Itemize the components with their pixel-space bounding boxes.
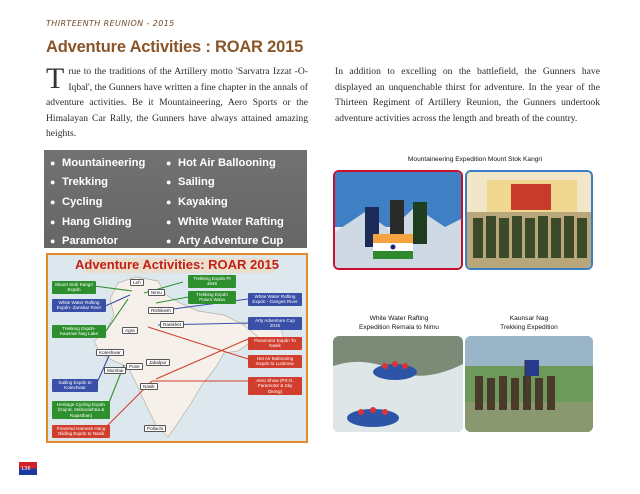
bullet-icon: ● [166, 216, 172, 227]
page-number: 136 [21, 466, 31, 472]
map-label-paramotor: Paramotor Expdn To Nasik [248, 337, 302, 350]
map-title: Adventure Activities: ROAR 2015 [75, 257, 279, 272]
activity-item: ● Cycling [50, 195, 103, 208]
photo-mountaineering-summit [333, 170, 463, 270]
photo-group-expedition [465, 170, 593, 270]
city-koteshwar: Koteshwar [96, 349, 124, 356]
map-label-trek-kausar: Trekking Expdn- Kausnar Nag Lake [52, 325, 106, 338]
bullet-icon: ● [166, 177, 172, 188]
activity-item: ● Hang Gliding [50, 215, 132, 228]
photo-white-water-rafting [333, 336, 463, 432]
map-label-rafting-ganges: White Water Rafting Expdn - Ganges River [248, 293, 302, 306]
activities-column-right [166, 153, 284, 251]
city-pollachi: Pollachi [144, 425, 166, 432]
photo-kaunsar-nag-trek [465, 336, 593, 432]
city-ranikhet: Ranikhet [160, 321, 184, 328]
city-leh: Leh [130, 279, 144, 286]
activity-item: ● Sailing [166, 176, 215, 189]
map-label-rafting-zanskar: White Water Rafting Expdn- Zanskar River [52, 299, 106, 312]
activity-item: ● Arty Adventure Cup [166, 235, 284, 248]
city-nimu: Nimu [148, 289, 165, 296]
bullet-icon: ● [50, 236, 56, 247]
intro-paragraph-left [46, 64, 308, 142]
bullet-icon: ● [50, 196, 56, 207]
activity-item: ● Kayaking [166, 195, 228, 208]
bullet-icon: ● [50, 177, 56, 188]
activity-item: ● Paramotor [50, 235, 118, 248]
rafting-image [333, 336, 463, 432]
bullet-icon: ● [50, 157, 56, 168]
bullet-icon: ● [50, 216, 56, 227]
group-photo-image [467, 172, 593, 270]
city-jabalpur: Jabalpur [146, 359, 170, 366]
map-label-trek-pt: Trekking Expdn Pt 4846 [188, 275, 236, 288]
mountaineers-image [335, 172, 463, 270]
activity-item: ● Mountaineering [50, 156, 146, 169]
city-rishikesh: Rishikesh [148, 307, 174, 314]
map-label-balloon: Hot Air Ballooning Expdn to Lucknow [248, 355, 302, 368]
map-label-arty-cup: Arty Adventure Cup 2015 [248, 317, 302, 330]
city-mumbai: Mumbai [104, 367, 126, 374]
dropcap-letter: T [46, 62, 65, 95]
map-label-hang-gliding: Powered Harness Hang Gliding Expdn to Nasik [52, 425, 110, 438]
caption-kaunsar-nag: Kaunsar Nag Trekking Expedition [500, 315, 558, 331]
activity-item: ● Hot Air Ballooning [166, 156, 276, 169]
adventure-map [46, 253, 308, 443]
article-title: Adventure Activities : ROAR 2015 [46, 38, 304, 56]
activity-item: ● Trekking [50, 176, 109, 189]
city-pune: Pune [126, 363, 143, 370]
map-label-aero: Aero Show (Prt-G, Paramotor & Sky Diving) [248, 377, 302, 395]
city-nasik: Nasik [140, 383, 158, 390]
caption-stok-kangri: Mountaineering Expedition Mount Stok Kangri [407, 156, 543, 163]
bullet-icon: ● [166, 157, 172, 168]
city-agra: Agra [122, 327, 138, 334]
activity-item: ● White Water Rafting [166, 215, 284, 228]
map-label-stok: Mount Stok Kangri Expdn [52, 281, 96, 294]
map-label-sailing: Sailing Expdn to Kotechwar [52, 379, 98, 392]
map-label-cycling: Heritage Cycling Expdn (Gujrat, Maharashtra & Rajasthan) [52, 401, 110, 419]
running-header: THIRTEENTH REUNION - 2015 [46, 19, 175, 28]
left-paragraph-text: rue to the traditions of the Artillery motto 'Sarvatra Izzat -O-Iqbal', the Gunners have written a fine chapter in the annals of adventure activities. Be it Mountaineering, Aero Sports or the Himalayan Car Rally, the Gunners have always attained amazing heights. [46, 66, 308, 140]
activities-column-left [50, 153, 145, 251]
bullet-icon: ● [166, 196, 172, 207]
caption-rafting: White Water Rafting Expedition Remala to Nimu [359, 315, 439, 331]
bullet-icon: ● [166, 236, 172, 247]
trekking-image [465, 336, 593, 432]
map-label-trek-pulum: Trekking Expdn Pulum Wasa [188, 291, 236, 304]
activities-list [44, 150, 307, 248]
intro-paragraph-right: In addition to excelling on the battlefield, the Gunners have displayed an unquenchable thirst for adventure. In the year of the Thirteen Regiment of Artillery Reunion, the Gunners undertook adventure activities across the length and breath of the country. [335, 66, 600, 124]
